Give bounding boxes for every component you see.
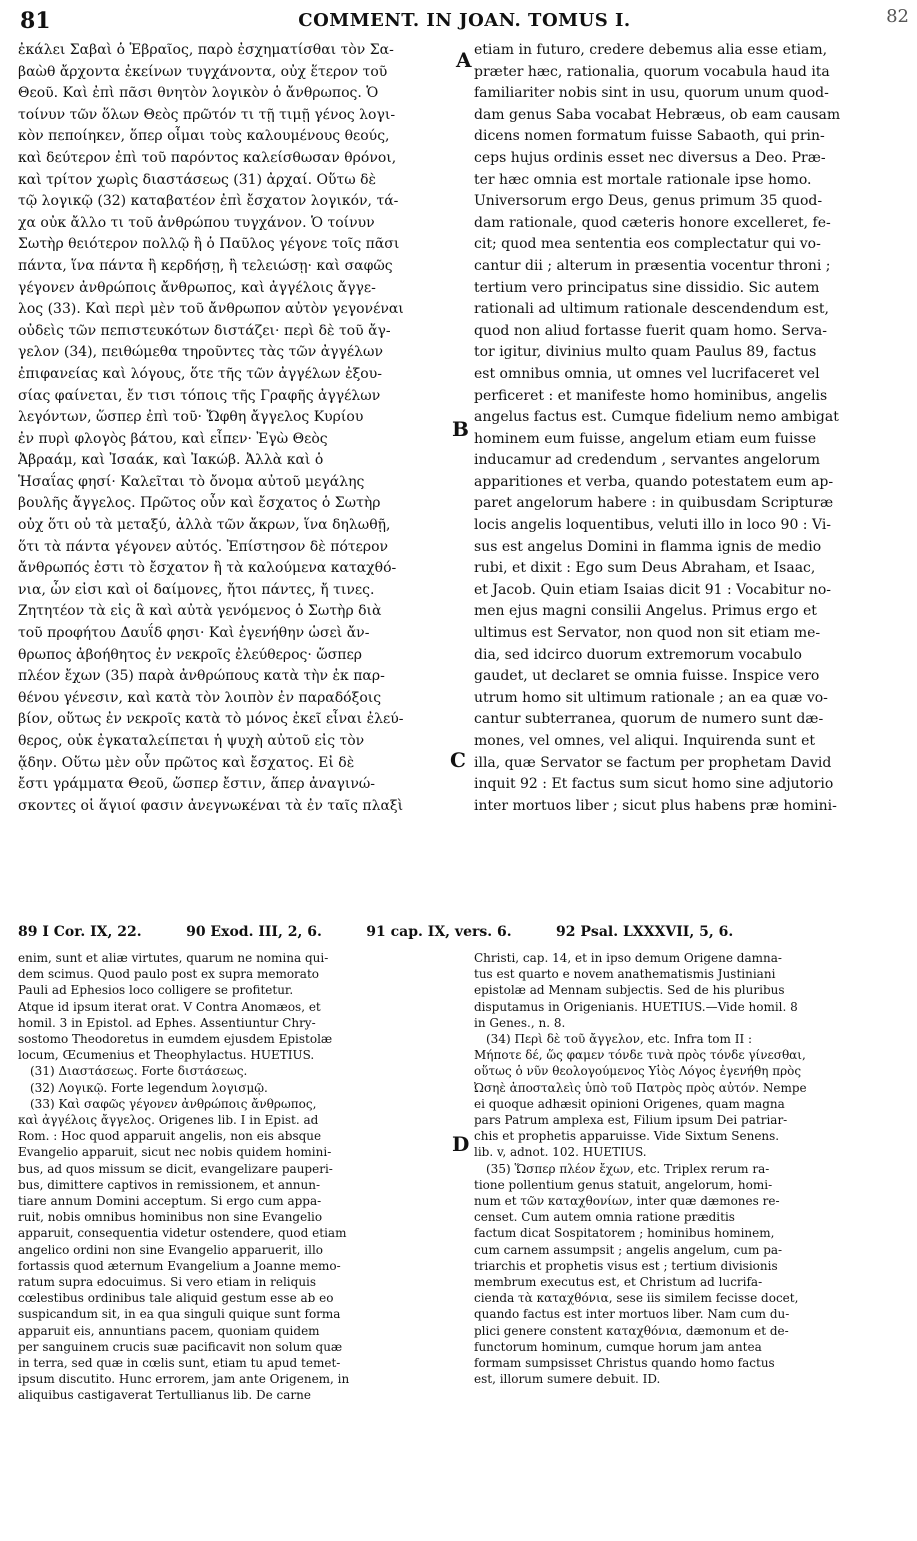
text-line: gaudet, ut declaret se omnia fuisse. Inspice vero — [474, 668, 820, 685]
text-line: ratum supra edocuimus. Si vero etiam in reliquis — [18, 1275, 317, 1290]
text-line: ceps hujus ordinis esset nec diversus a Deo. Præ- — [474, 149, 826, 166]
text-line: Atque id ipsum iterat orat. V Contra Anomæos, et — [18, 999, 321, 1014]
text-line: ἐπιφανείας καὶ λόγους, ὅτε τῆς τῶν ἀγγέλων ἐξου- — [18, 365, 382, 382]
text-line: Σωτὴρ θειότερον πολλῷ ἢ ὁ Παῦλος γέγονε τοῖς πᾶσι — [18, 236, 400, 253]
text-line: λεγόντων, ὥσπερ ἐπὶ τοῦ· Ὤφθη ἄγγελος Κυρίου — [18, 409, 364, 426]
text-line: ἐν πυρὶ φλογὸς βάτου, καὶ εἶπεν· Ἐγὼ Θεὸς — [18, 430, 328, 447]
text-line: (32) Λογικῷ. Forte legendum λογισμῷ. — [30, 1080, 268, 1095]
text-line: βουλῆς ἄγγελος. Πρῶτος οὖν καὶ ἔσχατος ὁ Σωτὴρ — [18, 495, 381, 512]
text-line: dem scimus. Quod paulo post ex supra memorato — [18, 967, 319, 982]
text-line: οὐχ ὅτι οὐ τὰ μεταξύ, ἀλλὰ τῶν ἄκρων, ἵνα δηλωθῇ, — [18, 517, 391, 534]
text-line: fortassis quod æternum Evangelium a Joanne memo- — [18, 1258, 341, 1273]
text-line: cum carnem assumpsit ; angelis angelum, cum pa- — [474, 1242, 783, 1257]
text-line: epistolæ ad Mennam subjectis. Sed de his pluribus — [474, 983, 785, 998]
text-line: Ἀβραάμ, καὶ Ἰσαάκ, καὶ Ἰακώβ. Ἀλλὰ καὶ ὁ — [18, 452, 324, 469]
text-line: νια, ὧν εἰσι καὶ οἱ δαίμονες, ἤτοι πάντες, ἤ τινες. — [18, 581, 375, 598]
text-line: (31) Διαστάσεως. Forte διστάσεως. — [30, 1064, 248, 1079]
text-line: est, illorum sumere debuit. ID. — [474, 1372, 661, 1387]
text-line: dicens nomen formatum fuisse Sabaoth, qui prin- — [474, 128, 825, 145]
text-line: quod non aliud fortasse fuerit quam homo. Serva- — [474, 322, 827, 339]
latin-text-column — [474, 40, 906, 817]
text-line: θένου γένεσιν, καὶ κατὰ τὸν λοιπὸν ἐν παραδόξοις — [18, 689, 382, 706]
text-line: membrum executus est, et Christum ad lucrifa- — [474, 1275, 763, 1290]
text-line: Rom. : Hoc quod apparuit angelis, non eis absque — [18, 1129, 322, 1144]
text-line: perficeret : et manifeste homo hominibus, angelis — [474, 387, 828, 404]
margin-marker-b: B — [452, 417, 469, 441]
text-line: censet. Cum autem omnia ratione præditis — [474, 1210, 735, 1225]
text-line: mones, vel omnes, vel aliqui. Inquirenda sunt et — [474, 733, 816, 749]
text-line: (33) Καὶ σαφῶς γέγονεν ἀνθρώποις ἄνθρωπος, — [30, 1096, 317, 1111]
text-line: ὅτι τὰ πάντα γέγονεν αὐτός. Ἐπίστησον δὲ πότερον — [18, 538, 389, 555]
text-line: τοίνυν τῶν ὅλων Θεὸς πρῶτόν τι τῇ τιμῇ γένος λογι- — [18, 106, 396, 123]
text-line: βίον, οὕτως ἐν νεκροῖς κατὰ τὸ μόνος ἐκεῖ εἶναι ἐλεύ- — [18, 711, 404, 728]
text-line: Universorum ergo Deus, genus primum 35 quod- — [474, 193, 823, 210]
text-line: quando factus est inter mortuos liber. Nam cum du- — [474, 1307, 790, 1322]
text-line: formam sumpsisset Christus quando homo factus — [474, 1356, 775, 1371]
text-line: (34) Περὶ δὲ τοῦ ἄγγελον, etc. Infra tom II : — [486, 1032, 753, 1047]
page-number-left: 81 — [20, 8, 51, 34]
text-line: σκοντες οἱ ἅγιοί φασιν ἀνεγνωκέναι τὰ ἐν ταῖς πλαξὶ — [18, 797, 404, 814]
text-line: (35) Ὥσπερ πλέον ἔχων, etc. Triplex rerum ra- — [486, 1161, 770, 1176]
text-line: etiam in futuro, credere debemus alia esse etiam, — [474, 42, 828, 58]
text-line: κὸν πεποίηκεν, ὅπερ οἶμαι τοὺς καλουμένους θεούς, — [18, 128, 390, 145]
text-line: homil. 3 in Epistol. ad Ephes. Assentiuntur Chry- — [18, 1015, 316, 1030]
text-line: Ζητητέον τὰ εἰς ἃ καὶ αὐτὰ γενόμενος ὁ Σωτὴρ διὰ — [18, 603, 382, 620]
text-line: tor igitur, divinius multo quam Paulus 89, factus — [474, 344, 817, 361]
text-line: θρωπος ἀβοήθητος ἐν νεκροῖς ἐλεύθερος· ὥσπερ — [18, 646, 362, 663]
text-line: suspicandum sit, in ea qua singuli quique sunt forma — [18, 1307, 341, 1322]
text-line: inquit 92 : Et factus sum sicut homo sine adjutorio — [474, 776, 834, 793]
text-line: ἄνθρωπός ἐστι τὸ ἔσχατον ἢ τὰ καλούμενα καταχθό- — [18, 560, 397, 577]
text-line: et Jacob. Quin etiam Isaias dicit 91 : Vocabitur no- — [474, 581, 831, 598]
text-line: καὶ ἀγγέλοις ἄγγελος. Origenes lib. I in Epist. ad — [18, 1113, 319, 1128]
text-line: apparuit, consequentia videtur ostendere, quod etiam — [18, 1226, 347, 1241]
text-line: rationali ad ultimum rationale descendendum est, — [474, 301, 829, 318]
text-line: cit; quod mea sententia eos complectatur qui vo- — [474, 236, 821, 253]
text-line: Θεοῦ. Καὶ ἐπὶ πᾶσι θνητὸν λογικὸν ὁ ἄνθρωπος. Ὁ — [18, 85, 379, 102]
text-line: rubi, et dixit : Ego sum Deus Abraham, et Isaac, — [474, 560, 816, 577]
text-line: hominem eum fuisse, angelum etiam eum fuisse — [474, 430, 817, 447]
text-line: bus, dimittere captivos in remissionem, et annun- — [18, 1177, 321, 1192]
text-line: sostomo Theodoretus in eumdem ejusdem Epistolæ — [18, 1032, 333, 1047]
text-line: λος (33). Καὶ περὶ μὲν τοῦ ἄνθρωπον αὐτὸν γεγονέναι — [18, 301, 404, 318]
text-line: men ejus magni consilii Angelus. Primus ergo et — [474, 603, 817, 620]
text-line: familiariter nobis sint in usu, quorum unum quod- — [474, 85, 829, 102]
text-line: functorum hominum, cumque horum jam antea — [474, 1339, 762, 1354]
text-line: dam rationale, quod cæteris honore excelleret, fe- — [474, 214, 831, 231]
text-line: οὕτως ὁ νῦν θεολογούμενος Υἱὸς Λόγος ἐγενήθη πρὸς — [474, 1064, 802, 1079]
text-line: γελον (34), πειθώμεθα τηροῦντες τὰς τῶν ἀγγέλων — [18, 344, 383, 361]
text-line: angelus factus est. Cumque fidelium nemo ambigat — [474, 409, 839, 426]
text-line: locis angelis loquentibus, veluti illo in loco 90 : Vi- — [474, 517, 832, 534]
text-line: triarchis et prophetis visus est ; tertium divisionis — [474, 1258, 778, 1273]
running-header — [20, 6, 909, 36]
text-line: angelico ordini non sine Evangelio apparuerit, illo — [18, 1242, 324, 1257]
text-line: tiare annum Domini acceptum. Si ergo cum appa- — [18, 1194, 322, 1209]
text-line: θερος, οὐκ ἐγκαταλείπεται ἡ ψυχὴ αὐτοῦ εἰς τὸν — [18, 733, 365, 749]
text-line: γέγονεν ἀνθρώποις ἄνθρωπος, καὶ ἀγγέλοις ἄγγε- — [18, 279, 376, 296]
text-line: lib. v, adnot. 102. HUETIUS. — [474, 1145, 647, 1160]
text-line: βαὼθ ἄρχοντα ἐκείνων τυγχάνοντα, οὐχ ἕτερον τοῦ — [18, 63, 388, 80]
notes-left-column — [18, 950, 461, 1404]
page-number-right: 82 — [886, 6, 909, 27]
text-line: καὶ τρίτον χωρὶς διαστάσεως (31) ἀρχαί. Οὕτω δὲ — [18, 171, 377, 188]
footnote-ref: 89 I Cor. IX, 22. — [18, 924, 142, 940]
text-line: ruit, nobis omnibus hominibus non sine Evangelio — [18, 1210, 323, 1225]
text-line: cienda τὰ καταχθόνια, sese iis similem fecisse docet, — [474, 1291, 799, 1306]
text-line: chis et prophetis apparuisse. Vide Sixtum Senens. — [474, 1129, 780, 1144]
text-line: ἔστι γράμματα Θεοῦ, ὥσπερ ἔστιν, ἅπερ ἀναγινώ- — [18, 776, 376, 793]
text-line: aliquibus castigaverat Tertullianus lib. De carne — [18, 1388, 311, 1403]
text-line: illa, quæ Servator se factum per prophetam David — [474, 754, 832, 771]
text-line: ei quoque adhæsit opinioni Origenes, quam magna — [474, 1096, 785, 1111]
text-line: ἐκάλει Σαβαὶ ὁ Ἑβραῖος, παρὸ ἐσχηματίσθαι τὸν Σα- — [18, 42, 394, 58]
text-line: καὶ δεύτερον ἐπὶ τοῦ παρόντος καλείσθωσαν θρόνοι, — [18, 149, 397, 166]
text-line: ter hæc omnia est mortale rationale ipse homo. — [474, 171, 812, 188]
text-line: disputamus in Origenianis. HUETIUS.—Vide homil. 8 — [474, 999, 798, 1014]
notes-right-column — [474, 950, 906, 1387]
text-line: locum, Œcumenius et Theophylactus. HUETIUS. — [18, 1048, 315, 1063]
text-line: cantur subterranea, quorum de numero sunt dæ- — [474, 711, 824, 728]
text-line: sus est angelus Domini in flamma ignis de medio — [474, 538, 822, 555]
text-line: plici genere constent καταχθόνια, dæmonum et de- — [474, 1323, 789, 1338]
text-line: paret angelorum habere : in quibusdam Scripturæ — [474, 495, 834, 512]
greek-text-column — [18, 40, 458, 817]
running-title: COMMENT. IN JOAN. TOMUS I. — [298, 10, 631, 31]
text-line: τῷ λογικῷ (32) καταβατέον ἐπὶ ἔσχατον λογικόν, τά- — [18, 193, 399, 210]
text-line: Μήποτε δέ, ὥς φαμεν τόνδε τινὰ πρὸς τόνδε γίνεσθαι, — [474, 1048, 806, 1063]
text-line: ipsum discutito. Hunc errorem, jam ante Origenem, in — [18, 1372, 350, 1387]
text-line: in Genes., n. 8. — [474, 1015, 566, 1030]
text-line: in terra, sed quæ in cœlis sunt, etiam tu apud temet- — [18, 1356, 341, 1371]
text-line: πλέον ἔχων (35) παρὰ ἀνθρώπους κατὰ τὴν ἐκ παρ- — [18, 668, 385, 685]
text-line: ᾅδην. Οὕτω μὲν οὖν πρῶτος καὶ ἔσχατος. Εἰ δὲ — [18, 754, 355, 771]
text-line: cœlestibus ordinibus tale aliquid gestum esse ab eo — [18, 1291, 334, 1306]
text-line: χα οὐκ ἄλλο τι τοῦ ἀνθρώπου τυγχάνον. Ὁ τοίνυν — [18, 214, 375, 231]
text-line: Ἡσαΐας φησί· Καλεῖται τὸ ὄνομα αὐτοῦ μεγάλης — [18, 473, 365, 490]
text-line: tione pollentium genus statuit, angelorum, homi- — [474, 1177, 773, 1192]
footnote-references — [18, 924, 908, 940]
text-line: Pauli ad Ephesios loco colligere se profitetur. — [18, 983, 294, 998]
text-line: præter hæc, rationalia, quorum vocabula haud ita — [474, 63, 830, 80]
text-line: ultimus est Servator, non quod non sit etiam me- — [474, 625, 821, 642]
text-line: σίας φαίνεται, ἔν τισι τόποις τῆς Γραφῆς ἀγγέλων — [18, 387, 381, 404]
text-line: est omnibus omnia, ut omnes vel lucrifaceret vel — [474, 365, 820, 382]
footnote-ref: 90 Exod. III, 2, 6. — [186, 924, 322, 940]
text-line: Ὠσηὲ ἀποσταλεὶς ὑπὸ τοῦ Πατρὸς πρὸς αὐτόν. Nempe — [474, 1080, 807, 1095]
text-line: οὐδεὶς τῶν πεπιστευκότων διστάζει· περὶ δὲ τοῦ ἄγ- — [18, 322, 391, 339]
text-line: Christi, cap. 14, et in ipso demum Origene damna- — [474, 951, 782, 965]
margin-marker-c: C — [450, 748, 466, 772]
text-line: num et τῶν καταχθονίων, inter quæ dæmones re- — [474, 1194, 780, 1209]
text-line: inducamur ad credendum , servantes angelorum — [474, 452, 821, 469]
text-line: τοῦ προφήτου Δαυΐδ φησι· Καὶ ἐγενήθην ὡσεὶ ἄν- — [18, 625, 370, 642]
text-line: tus est quarto e novem anathematismis Justiniani — [474, 967, 776, 982]
text-line: factum dicat Sospitatorem ; hominibus hominem, — [474, 1226, 775, 1241]
text-line: dia, sed idcirco duorum extremorum vocabulo — [474, 646, 802, 663]
text-line: per sanguinem crucis suæ pacificavit non solum quæ — [18, 1339, 343, 1354]
text-line: Evangelio apparuit, sicut nec nobis quidem homini- — [18, 1145, 332, 1160]
text-line: inter mortuos liber ; sicut plus habens præ homini- — [474, 797, 837, 814]
text-line: cantur dii ; alterum in præsentia vocentur throni ; — [474, 257, 831, 274]
margin-marker-d: D — [452, 1132, 470, 1156]
text-line: dam genus Saba vocabat Hebræus, ob eam causam — [474, 106, 841, 123]
footnote-ref: 91 cap. IX, vers. 6. — [366, 924, 512, 940]
text-line: bus, ad quos missum se dicit, evangelizare pauperi- — [18, 1161, 333, 1176]
text-line: apparuit eis, annuntians pacem, quoniam quidem — [18, 1323, 320, 1338]
text-line: pars Patrum amplexa est, Filium ipsum Dei patriar- — [474, 1113, 788, 1128]
text-line: apparitiones et verba, quando potestatem eum ap- — [474, 473, 834, 490]
text-line: πάντα, ἵνα πάντα ἢ κερδήσῃ, ἢ τελειώσῃ· καὶ σαφῶς — [18, 257, 393, 274]
text-line: enim, sunt et aliæ virtutes, quarum ne nomina qui- — [18, 951, 329, 965]
footnote-ref: 92 Psal. LXXXVII, 5, 6. — [556, 924, 734, 940]
text-line: tertium vero principatus sine dissidio. Sic autem — [474, 279, 820, 296]
margin-marker-a: A — [456, 48, 472, 72]
text-line: utrum homo sit ultimum rationale ; an ea quæ vo- — [474, 689, 828, 706]
